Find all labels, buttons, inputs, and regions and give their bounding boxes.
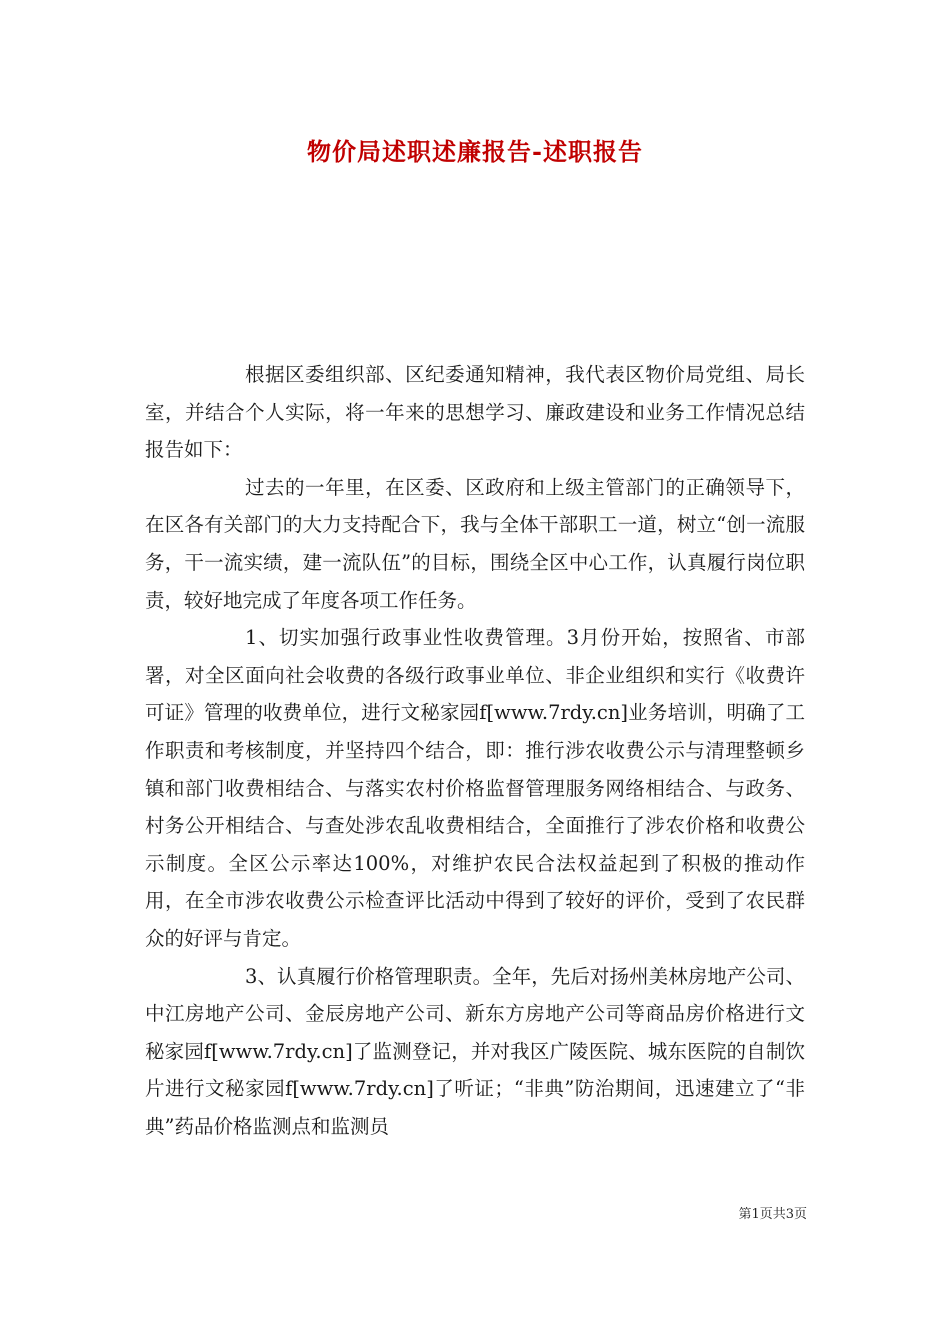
paragraph-item-1: 1、切实加强行政事业性收费管理。3月份开始，按照省、市部署，对全区面向社会收费的各级行政事业单位、非企业组织和实行《收费许可证》管理的收费单位，进行文秘家园f[www.7rdy.cn]业务培训，明确了工作职责和考核制度，并坚持四个结合，即：推行涉农收费公示与清理整顿乡镇和部门收费相结合、与落实农村价格监督管理服务网络相结合、与政务、村务公开相结合、与查处涉农乱收费相结合，全面推行了涉农价格和收费公示制度。全区公示率达100%，对维护农民合法权益起到了积极的推动作用，在全市涉农收费公示检查评比活动中得到了较好的评价，受到了农民群众的好评与肯定。: [145, 626, 805, 950]
document-body: [145, 356, 805, 1145]
page-number-footer: 第1页共3页: [738, 1207, 807, 1222]
document-title: 物价局述职述廉报告-述职报告: [307, 137, 643, 166]
paragraph-item-3: 3、认真履行价格管理职责。全年，先后对扬州美林房地产公司、中江房地产公司、金辰房地产公司、新东方房地产公司等商品房价格进行文秘家园f[www.7rdy.cn]了监测登记，并对我区广陵医院、城东医院的自制饮片进行文秘家园f[www.7rdy.cn]了听证；“非典”防治期间，迅速建立了“非典”药品价格监测点和监测员: [145, 964, 805, 1138]
paragraph-overview: 过去的一年里，在区委、区政府和上级主管部门的正确领导下，在区各有关部门的大力支持配合下，我与全体干部职工一道，树立“创一流服务，干一流实绩，建一流队伍”的目标，围绕全区中心工作，认真履行岗位职责，较好地完成了年度各项工作任务。: [145, 475, 805, 612]
paragraph-intro: 根据区委组织部、区纪委通知精神，我代表区物价局党组、局长室，并结合个人实际，将一年来的思想学习、廉政建设和业务工作情况总结报告如下：: [145, 363, 805, 462]
